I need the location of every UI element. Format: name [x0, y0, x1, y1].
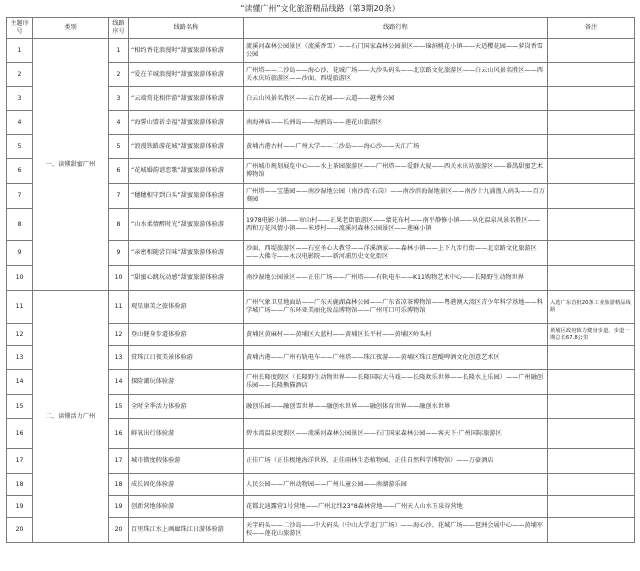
route-name-cell: “相约香花浪漫时”甜蜜旅游体验游: [129, 39, 244, 63]
itinerary-cell: 广州气象卫星地面站——广东天鹿湖森林公园——广东省凉茶博物馆——粤港澳大湾区青少年科学基地——科学城广场——广东环亚美丽化妆品博物馆——广州可口可乐博物馆: [244, 291, 548, 324]
table-row: [7, 39, 635, 63]
header-route-name: 线路名称: [129, 18, 244, 39]
remark-cell: [548, 159, 635, 184]
itinerary-cell: 1978电影小镇——帘山村——正果老街旅游区——蒙花布村——南平静修小镇——从化温泉风景名胜区——西和万花风情小镇——米埗村——流溪河森林公园景区——莲麻小镇: [244, 209, 548, 241]
category-cell: 二、读懂活力广州: [33, 291, 109, 543]
itinerary-cell: 南海神庙——长洲岛——海鸥岛——莲花山旅游区: [244, 111, 548, 135]
route-no-cell: 16: [109, 419, 129, 449]
theme-no-cell: 6: [7, 159, 33, 184]
table-header-row: [7, 18, 635, 39]
itinerary-cell: 南沙湿地公园景区——正佳广场——广州塔——有轨电车——K11购物艺术中心——长隆野生动物世界: [244, 266, 548, 291]
theme-no-cell: 15: [7, 395, 33, 419]
route-no-cell: 10: [109, 266, 129, 291]
route-name-cell: 登山健身步道体验游: [129, 324, 244, 346]
theme-no-cell: 10: [7, 266, 33, 291]
remark-cell: [548, 266, 635, 291]
route-no-cell: 1: [109, 39, 129, 63]
remark-cell: [548, 184, 635, 209]
header-route-no: 线路序号: [109, 18, 129, 39]
page-title: “读懂广州”文化旅游精品线路（第3期20条）: [240, 4, 400, 13]
remark-cell: [548, 346, 635, 370]
theme-no-cell: 7: [7, 184, 33, 209]
header-theme-no: 主题序号: [7, 18, 33, 39]
remark-cell: [548, 39, 635, 63]
theme-no-cell: 20: [7, 518, 33, 543]
table-row: [7, 291, 635, 324]
category-cell: 一、读懂甜蜜广州: [33, 39, 109, 291]
route-no-cell: 11: [109, 291, 129, 324]
theme-no-cell: 4: [7, 111, 33, 135]
route-no-cell: 19: [109, 496, 129, 518]
route-name-cell: 鲜氧出行体验游: [129, 419, 244, 449]
remark-cell: [548, 518, 635, 543]
route-name-cell: “甜蜜心跳玩动感”甜蜜旅游体验游: [129, 266, 244, 291]
route-name-cell: 全时全季活力体验游: [129, 395, 244, 419]
itinerary-cell: 流溪河森林公园景区（流溪香雪）——石门国家森林公园景区——锦洞桃花小镇——天适樱花园——萝岗香雪公园: [244, 39, 548, 63]
itinerary-cell: 正佳广场（正佳极地海洋世界、正佳雨林生态植物园、正佳自然科学博物馆）——万豪酒店: [244, 449, 548, 474]
remark-cell: [548, 370, 635, 395]
itinerary-cell: 广州城市规划展览中心——水上茶园旅游区——广州塔——爱群大厦——西关永庆坊旅游区——番禺甜蜜艺术博物馆: [244, 159, 548, 184]
route-no-cell: 4: [109, 111, 129, 135]
route-no-cell: 20: [109, 518, 129, 543]
header-itinerary: 线路行程: [244, 18, 548, 39]
itinerary-cell: 广州塔——宝墨园——南沙湿地公园（南沙湾·石岗）——南沙滨海湿地景区——南沙十九涌渔人码头——百万葵园: [244, 184, 548, 209]
remark-cell: 黄埔区政府致力健身步道，步道一期总长67.8公里: [548, 324, 635, 346]
itinerary-cell: 天字码头——二沙岛——中大码头（中山大学北门广场）——海心沙、花城广场——琶洲会展中心——黄埔军校——莲花山旅游区: [244, 518, 548, 543]
route-no-cell: 6: [109, 159, 129, 184]
route-no-cell: 14: [109, 370, 129, 395]
route-name-cell: 百里珠江水上画廊珠江日游体验游: [129, 518, 244, 543]
theme-no-cell: 3: [7, 87, 33, 111]
theme-no-cell: 1: [7, 39, 33, 63]
remark-cell: [548, 241, 635, 266]
remark-cell: [548, 449, 635, 474]
route-no-cell: 15: [109, 395, 129, 419]
itinerary-cell: 广州长隆度假区（长隆野生动物世界——长隆国际大马戏——长隆欢乐世界——长隆水上乐园）——广州融创乐园——长隆熊猫酒店: [244, 370, 548, 395]
remark-cell: [548, 209, 635, 241]
route-name-cell: “亲密相随尝百味”甜蜜旅游体验游: [129, 241, 244, 266]
route-no-cell: 7: [109, 184, 129, 209]
route-name-cell: 探险潮玩体验游: [129, 370, 244, 395]
theme-no-cell: 11: [7, 291, 33, 324]
route-name-cell: 赏珠江日夜美景体验游: [129, 346, 244, 370]
remark-cell: [548, 395, 635, 419]
route-name-cell: “爱在羊城浪漫时”甜蜜旅游体验游: [129, 63, 244, 87]
theme-no-cell: 9: [7, 241, 33, 266]
theme-no-cell: 12: [7, 324, 33, 346]
theme-no-cell: 8: [7, 209, 33, 241]
route-name-cell: 观星康美之旅体验游: [129, 291, 244, 324]
theme-no-cell: 19: [7, 496, 33, 518]
remark-cell: 入选广东首批20条工业旅游精品线路: [548, 291, 635, 324]
route-no-cell: 12: [109, 324, 129, 346]
itinerary-cell: 融创乐园——融创雪世界——融创水世界——融创体育世界——融创水世界: [244, 395, 548, 419]
itinerary-cell: 白云山风景名胜区——云台花园——云道——越秀公园: [244, 87, 548, 111]
remark-cell: [548, 135, 635, 159]
remark-cell: [548, 63, 635, 87]
theme-no-cell: 13: [7, 346, 33, 370]
itinerary-cell: 沙面、西堤旅游区——石室圣心大教堂——洋溪酒家——森林小镇——上下九步行街——北京路文化旅游区——大佛寺——永汉电影院——新河浦历史文化街区: [244, 241, 548, 266]
remark-cell: [548, 111, 635, 135]
route-name-cell: “穗穗相守到白头”甜蜜旅游体验游: [129, 184, 244, 209]
route-name-cell: “浪漫铁路游花城”甜蜜旅游体验游: [129, 135, 244, 159]
itinerary-cell: 花都北迪露营1号营地——广州北纬23°8森林营地——广州天人山水玉泉谷营地: [244, 496, 548, 518]
itinerary-cell: 碧水湾温泉度假区——流溪河森林公园景区——石门国家森林公园——客天下·广州国际旅游区: [244, 419, 548, 449]
theme-no-cell: 17: [7, 449, 33, 474]
route-no-cell: 13: [109, 346, 129, 370]
itinerary-cell: 黄埔古港——广州有轨电车——广州塔——珠江夜游——黄埔区珠江琶醍啤酒文化创意艺术区: [244, 346, 548, 370]
route-name-cell: “山水柔情醉时光”甜蜜旅游体验游: [129, 209, 244, 241]
theme-no-cell: 5: [7, 135, 33, 159]
route-no-cell: 17: [109, 449, 129, 474]
header-remark: 备注: [548, 18, 635, 39]
route-no-cell: 2: [109, 63, 129, 87]
remark-cell: [548, 496, 635, 518]
route-no-cell: 5: [109, 135, 129, 159]
theme-no-cell: 2: [7, 63, 33, 87]
remark-cell: [548, 419, 635, 449]
route-name-cell: 创新营地体验游: [129, 496, 244, 518]
remark-cell: [548, 87, 635, 111]
remark-cell: [548, 474, 635, 496]
route-no-cell: 8: [109, 209, 129, 241]
theme-no-cell: 16: [7, 419, 33, 449]
route-name-cell: “花城婚韵谱恋歌”甜蜜旅游体验游: [129, 159, 244, 184]
itinerary-cell: 黄埔区黄麻村——黄埔区大蓝村——黄埔区长平村——黄埔区岭头村: [244, 324, 548, 346]
route-name-cell: “云端赏花相伴游”甜蜜旅游体验游: [129, 87, 244, 111]
route-no-cell: 18: [109, 474, 129, 496]
theme-no-cell: 14: [7, 370, 33, 395]
route-no-cell: 9: [109, 241, 129, 266]
header-category: 类别: [33, 18, 109, 39]
route-name-cell: 成长固化体验游: [129, 474, 244, 496]
routes-table: [6, 17, 635, 543]
itinerary-cell: 广州塔——二沙岛——海心沙、花城广场——大沙头码头——北京路文化旅游区——白云山风景名胜区——西关永庆坊旅游区——沙面、西堤旅游区: [244, 63, 548, 87]
theme-no-cell: 18: [7, 474, 33, 496]
itinerary-cell: 人民公园——广州动物园——广州儿童公园——南湖游乐园: [244, 474, 548, 496]
route-name-cell: 城市微度假体验游: [129, 449, 244, 474]
itinerary-cell: 黄埔古港古村——广州大学——二沙岛——海心沙——天汇广场: [244, 135, 548, 159]
route-no-cell: 3: [109, 87, 129, 111]
route-name-cell: “海誓山盟祈幸福”甜蜜旅游体验游: [129, 111, 244, 135]
